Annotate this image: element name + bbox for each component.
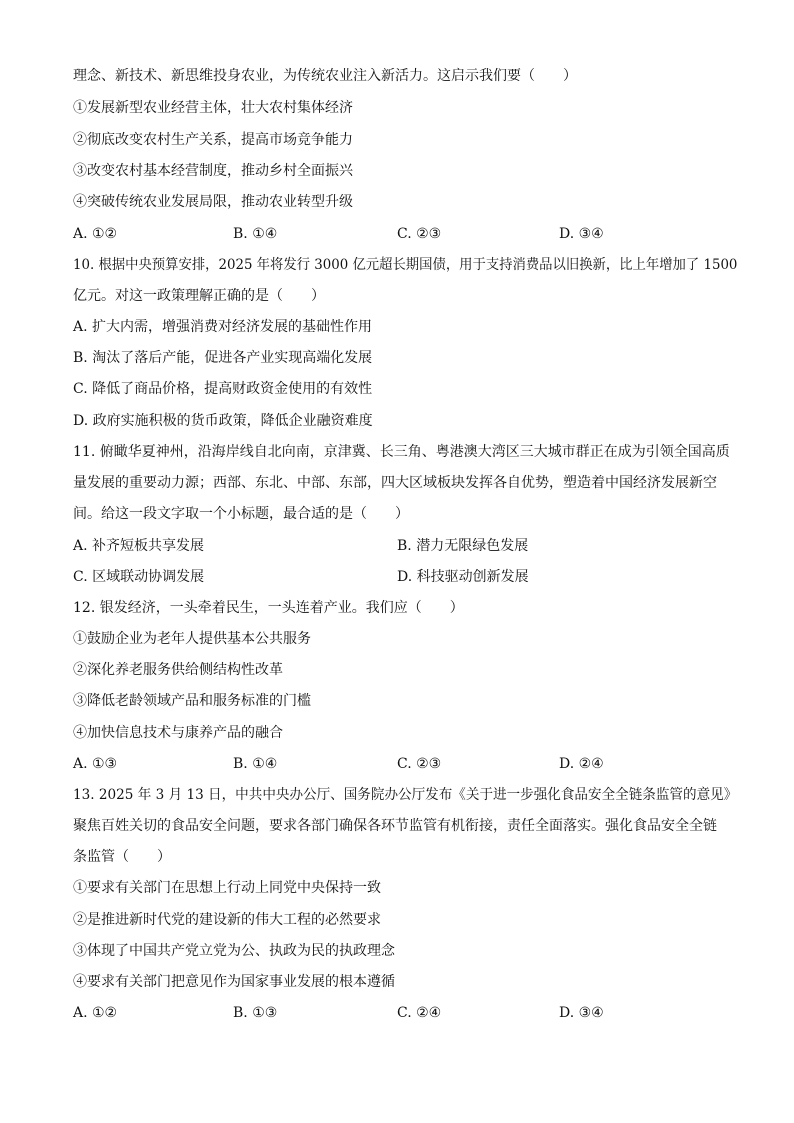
q13-item-3: ③体现了中国共产党立党为公、执政为民的执政理念 [73, 943, 395, 959]
q9-stem: 理念、新技术、新思维投身农业，为传统农业注入新活力。这启示我们要（ ） [73, 68, 577, 84]
q9-item-1: ①发展新型农业经营主体，壮大农村集体经济 [73, 100, 353, 116]
q13-stem-line-2: 聚焦百姓关切的食品安全问题，要求各部门确保各环节监管有机衔接，责任全面落实。强化食品安全全链 [73, 818, 717, 834]
q13-stem-line-1: 13. 2025 年 3 月 13 日，中共中央办公厅、国务院办公厅发布《关于进一步强化食品安全全链条监管的意见》 [73, 787, 738, 803]
q12-option-a: A. ①③ [73, 756, 118, 772]
q13-option-a: A. ①② [73, 1005, 118, 1021]
q12-option-d: D. ②④ [559, 756, 604, 772]
q10-option-d: D. 政府实施积极的货币政策，降低企业融资难度 [73, 413, 373, 429]
q10-option-a: A. 扩大内需，增强消费对经济发展的基础性作用 [73, 319, 373, 335]
q9-option-c: C. ②③ [397, 226, 442, 242]
q12-option-c: C. ②③ [397, 756, 442, 772]
q13-item-4: ④要求有关部门把意见作为国家事业发展的根本遵循 [73, 974, 395, 990]
q13-item-1: ①要求有关部门在思想上行动上同党中央保持一致 [73, 880, 381, 896]
q9-option-d: D. ③④ [559, 226, 604, 242]
q12-stem: 12. 银发经济，一头牵着民生，一头连着产业。我们应（ ） [73, 600, 464, 616]
q11-stem-line-1: 11. 俯瞰华夏神州，沿海岸线自北向南，京津冀、长三角、粤港澳大湾区三大城市群正在成为引领全国高质 [73, 444, 730, 460]
q11-option-d: D. 科技驱动创新发展 [397, 569, 529, 585]
q9-item-2: ②彻底改变农村生产关系，提高市场竞争能力 [73, 132, 353, 148]
q10-option-c: C. 降低了商品价格，提高财政资金使用的有效性 [73, 381, 373, 397]
q12-item-1: ①鼓励企业为老年人提供基本公共服务 [73, 631, 311, 647]
q12-item-3: ③降低老龄领域产品和服务标准的门槛 [73, 693, 311, 709]
q9-option-a: A. ①② [73, 226, 118, 242]
q11-stem-line-2: 量发展的重要动力源；西部、东北、中部、东部，四大区域板块发挥各自优势，塑造着中国经济发展新空 [73, 475, 717, 491]
q11-option-a: A. 补齐短板共享发展 [73, 538, 205, 554]
q11-option-c: C. 区域联动协调发展 [73, 569, 205, 585]
q12-item-2: ②深化养老服务供给侧结构性改革 [73, 662, 283, 678]
q9-option-b: B. ①④ [233, 226, 278, 242]
q11-option-b: B. 潜力无限绿色发展 [397, 538, 529, 554]
q12-item-4: ④加快信息技术与康养产品的融合 [73, 725, 283, 741]
q9-item-4: ④突破传统农业发展局限，推动农业转型升级 [73, 194, 353, 210]
q12-option-b: B. ①④ [233, 756, 278, 772]
q13-item-2: ②是推进新时代党的建设新的伟大工程的必然要求 [73, 912, 381, 928]
q10-stem-line-1: 10. 根据中央预算安排，2025 年将发行 3000 亿元超长期国债，用于支持消费品以旧换新，比上年增加了 1500 [73, 257, 738, 273]
q11-stem-line-3: 间。给这一段文字取一个小标题，最合适的是（ ） [73, 506, 409, 522]
q10-stem-line-2: 亿元。对这一政策理解正确的是（ ） [73, 288, 325, 304]
q13-stem-line-3: 条监管（ ） [73, 849, 171, 865]
q10-option-b: B. 淘汰了落后产能，促进各产业实现高端化发展 [73, 350, 373, 366]
q9-item-3: ③改变农村基本经营制度，推动乡村全面振兴 [73, 163, 353, 179]
q13-option-b: B. ①③ [233, 1005, 278, 1021]
q13-option-c: C. ②④ [397, 1005, 442, 1021]
q13-option-d: D. ③④ [559, 1005, 604, 1021]
